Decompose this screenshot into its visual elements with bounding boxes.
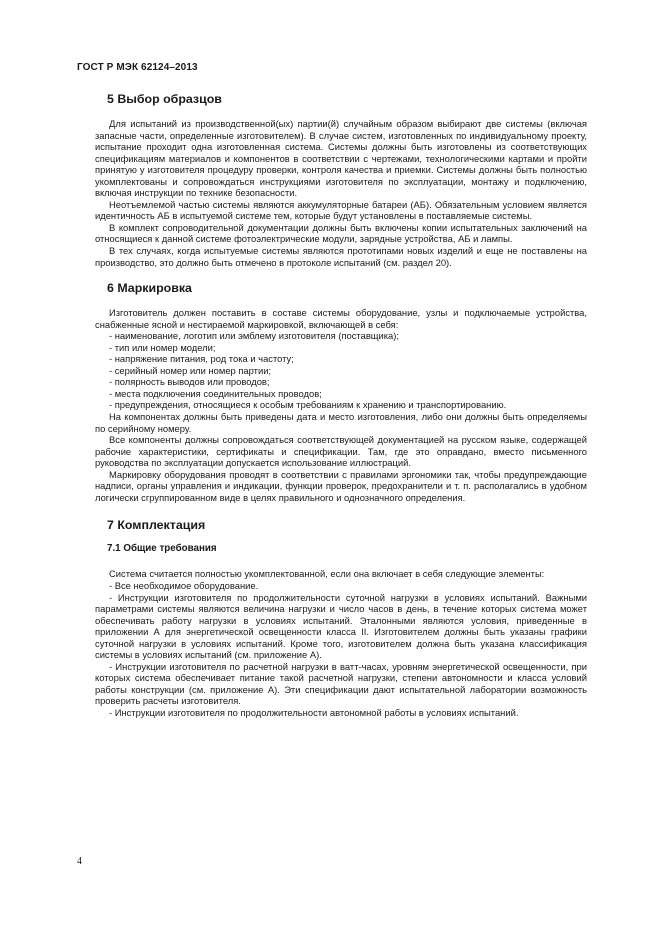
section-6-paragraph: Маркировку оборудования проводят в соответствии с правилами эргономики так, чтобы предупреждающие надписи, органы управления и индикации, функции проверок, предохранители и т. п. располагались в удобном логически сгруппированном виде в целях правильного и однозначного определения. <box>95 468 587 503</box>
section-5-paragraph: Для испытаний из производственной(ых) партии(й) случайным образом выбирают две системы (включая запасные части, определенные изготовителем). В случае систем, изготовленных по индивидуальному проекту, испытание проходит одна изготовленная система. Системы должны быть изготовлены из соответствующих спецификациям материалов и компонентов в соответствии с чертежами, технологическими картами и пройти принятую у изготовителя процедуру проверки, контроля качества и приемки. Системы должны быть полностью укомплектованы и сопровождаться инструкциями изготовителя по эксплуатации, монтажу и подключению, включая инструкции по технике безопасности. <box>95 118 587 199</box>
marking-list-item: - полярность выводов или проводов; <box>109 376 270 388</box>
marking-list-item: - места подключения соединительных проводов; <box>109 387 322 399</box>
marking-list-item: - напряжение питания, род тока и частоту; <box>109 353 294 365</box>
standard-designation: ГОСТ Р МЭК 62124–2013 <box>77 62 198 73</box>
marking-list-item: - тип или номер модели; <box>109 341 216 353</box>
subsection-7-1-heading: 7.1 Общие требования <box>107 543 217 555</box>
marking-list-item: - наименование, логотип или эмблему изготовителя (поставщика); <box>109 330 399 342</box>
section-6-heading: 6 Маркировка <box>107 281 192 296</box>
completeness-list-item: - Инструкции изготовителя по продолжительности суточной нагрузки в условиях испытаний. Важными параметрами системы являются величина нагрузки и число часов в день, в течение которых система может обеспечивать работу нагрузки в условиях испытаний. Эталонными являются условия, приведенные в приложении А для энергетической освещенности класса II. Изготовителем должны быть указаны графики суточной нагрузки в условиях испытаний. Кроме того, изготовителем должна быть указана классификация системы в условиях испытаний (см. приложение А). <box>95 591 587 661</box>
marking-list-item: - предупреждения, относящиеся к особым требованиям к хранению и транспортированию. <box>109 399 507 411</box>
marking-list-item: - серийный номер или номер партии; <box>109 364 272 376</box>
section-5-paragraph: В комплект сопроводительной документации должны быть включены копии испытательных заключений на относящиеся к данной системе фотоэлектрические модули, зарядные устройства, АБ и лампы. <box>95 221 587 245</box>
page-content <box>95 92 587 719</box>
section-6-paragraph: На компонентах должны быть приведены дата и место изготовления, либо они должны быть определяемы по серийному номеру. <box>95 411 587 434</box>
completeness-list-item: - Все необходимое оборудование. <box>109 579 259 591</box>
completeness-list-item: - Инструкции изготовителя по расчетной нагрузки в ватт-часах, уровням энергетической освещенности, при которых система обеспечивает питание такой расчетной нагрузки, степени автономности и класса условий работы конструкции (см. приложение А). Эти спецификации дают испытательной лаборатории возможность проверить расчеты изготовителя. <box>95 660 587 707</box>
section-5-paragraph: Неотъемлемой частью системы являются аккумуляторные батареи (АБ). Обязательным условием является идентичность АБ в испытуемой системе тем, которые будут установлены в поставляемые системы. <box>95 198 587 222</box>
subsection-7-1-intro: Система считается полностью укомплектованной, если она включает в себя следующие элементы: <box>109 568 545 580</box>
section-6-intro: Изготовитель должен поставить в составе системы оборудование, узлы и подключаемые устройства, снабженные ясной и нестираемой маркировкой, включающей в себя: <box>95 307 587 330</box>
section-5-heading: 5 Выбор образцов <box>107 92 222 106</box>
section-6-paragraph: Все компоненты должны сопровождаться соответствующей документацией на русском языке, содержащей рабочие характеристики, сертификаты и спецификации. Там, где это оправдано, вместо письменного руководства по эксплуатации допускается использование иллюстраций. <box>95 434 587 469</box>
section-5-paragraph: В тех случаях, когда испытуемые системы являются прототипами новых изделий и еще не поставлены на производство, это должно быть отмечено в протоколе испытаний (см. раздел 20). <box>95 245 587 268</box>
page-number: 4 <box>77 856 82 867</box>
section-7-heading: 7 Комплектация <box>107 518 206 533</box>
completeness-list-item: - Инструкции изготовителя по продолжительности автономной работы в условиях испытаний. <box>109 706 519 718</box>
